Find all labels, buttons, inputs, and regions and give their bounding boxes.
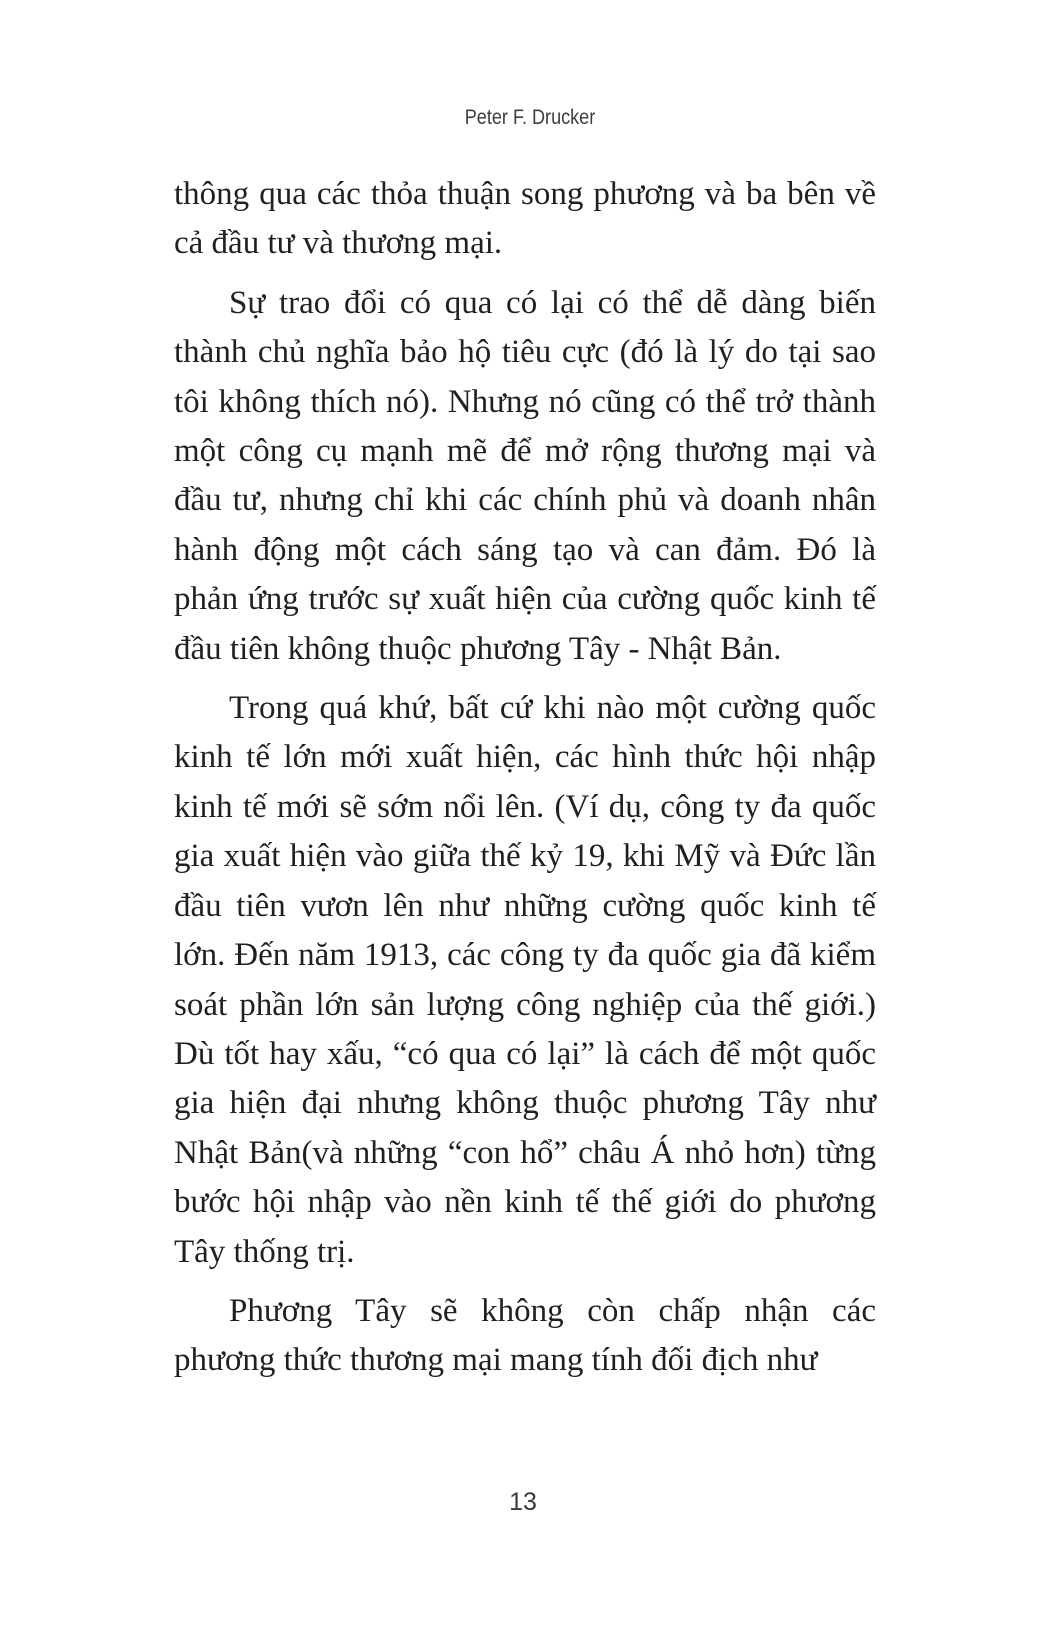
running-header-author: Peter F. Drucker — [464, 106, 596, 129]
paragraph-west: Phương Tây sẽ không còn chấp nhận các phương thức thương mại mang tính đối địch như — [174, 1292, 876, 1379]
paragraph-continuation: thông qua các thỏa thuận song phương và ba bên về cả đầu tư và thương mại. — [174, 176, 876, 262]
paragraph-history: Trong quá khứ, bất cứ khi nào một cường quốc kinh tế lớn mới xuất hiện, các hình thức hội nhập kinh tế mới sẽ sớm nổi lên. (Ví dụ, công ty đa quốc gia xuất hiện vào giữa thế kỷ 19, khi Mỹ và Đức lần đầu tiên vươn lên như những cường quốc kinh tế lớn. Đến năm 1913, các công ty đa quốc gia đã kiểm soát phần lớn sản lượng công nghiệp của thế giới.) Dù tốt hay xấu, “có qua có lại” là cách để một quốc gia hiện đại nhưng không thuộc phương Tây như Nhật Bản(và những “con hổ” châu Á nhỏ hơn) từng bước hội nhập vào nền kinh tế thế giới do phương Tây thống trị. — [174, 690, 876, 1270]
body-text — [174, 170, 876, 1396]
page-number: 13 — [509, 1488, 537, 1516]
paragraph-reciprocity: Sự trao đổi có qua có lại có thể dễ dàng biến thành chủ nghĩa bảo hộ tiêu cực (đó là lý do tại sao tôi không thích nó). Nhưng nó cũng có thể trở thành một công cụ mạnh mẽ để mở rộng thương mại và đầu tư, nhưng chỉ khi các chính phủ và doanh nhân hành động một cách sáng tạo và can đảm. Đó là phản ứng trước sự xuất hiện của cường quốc kinh tế đầu tiên không thuộc phương Tây - Nhật Bản. — [174, 284, 876, 667]
